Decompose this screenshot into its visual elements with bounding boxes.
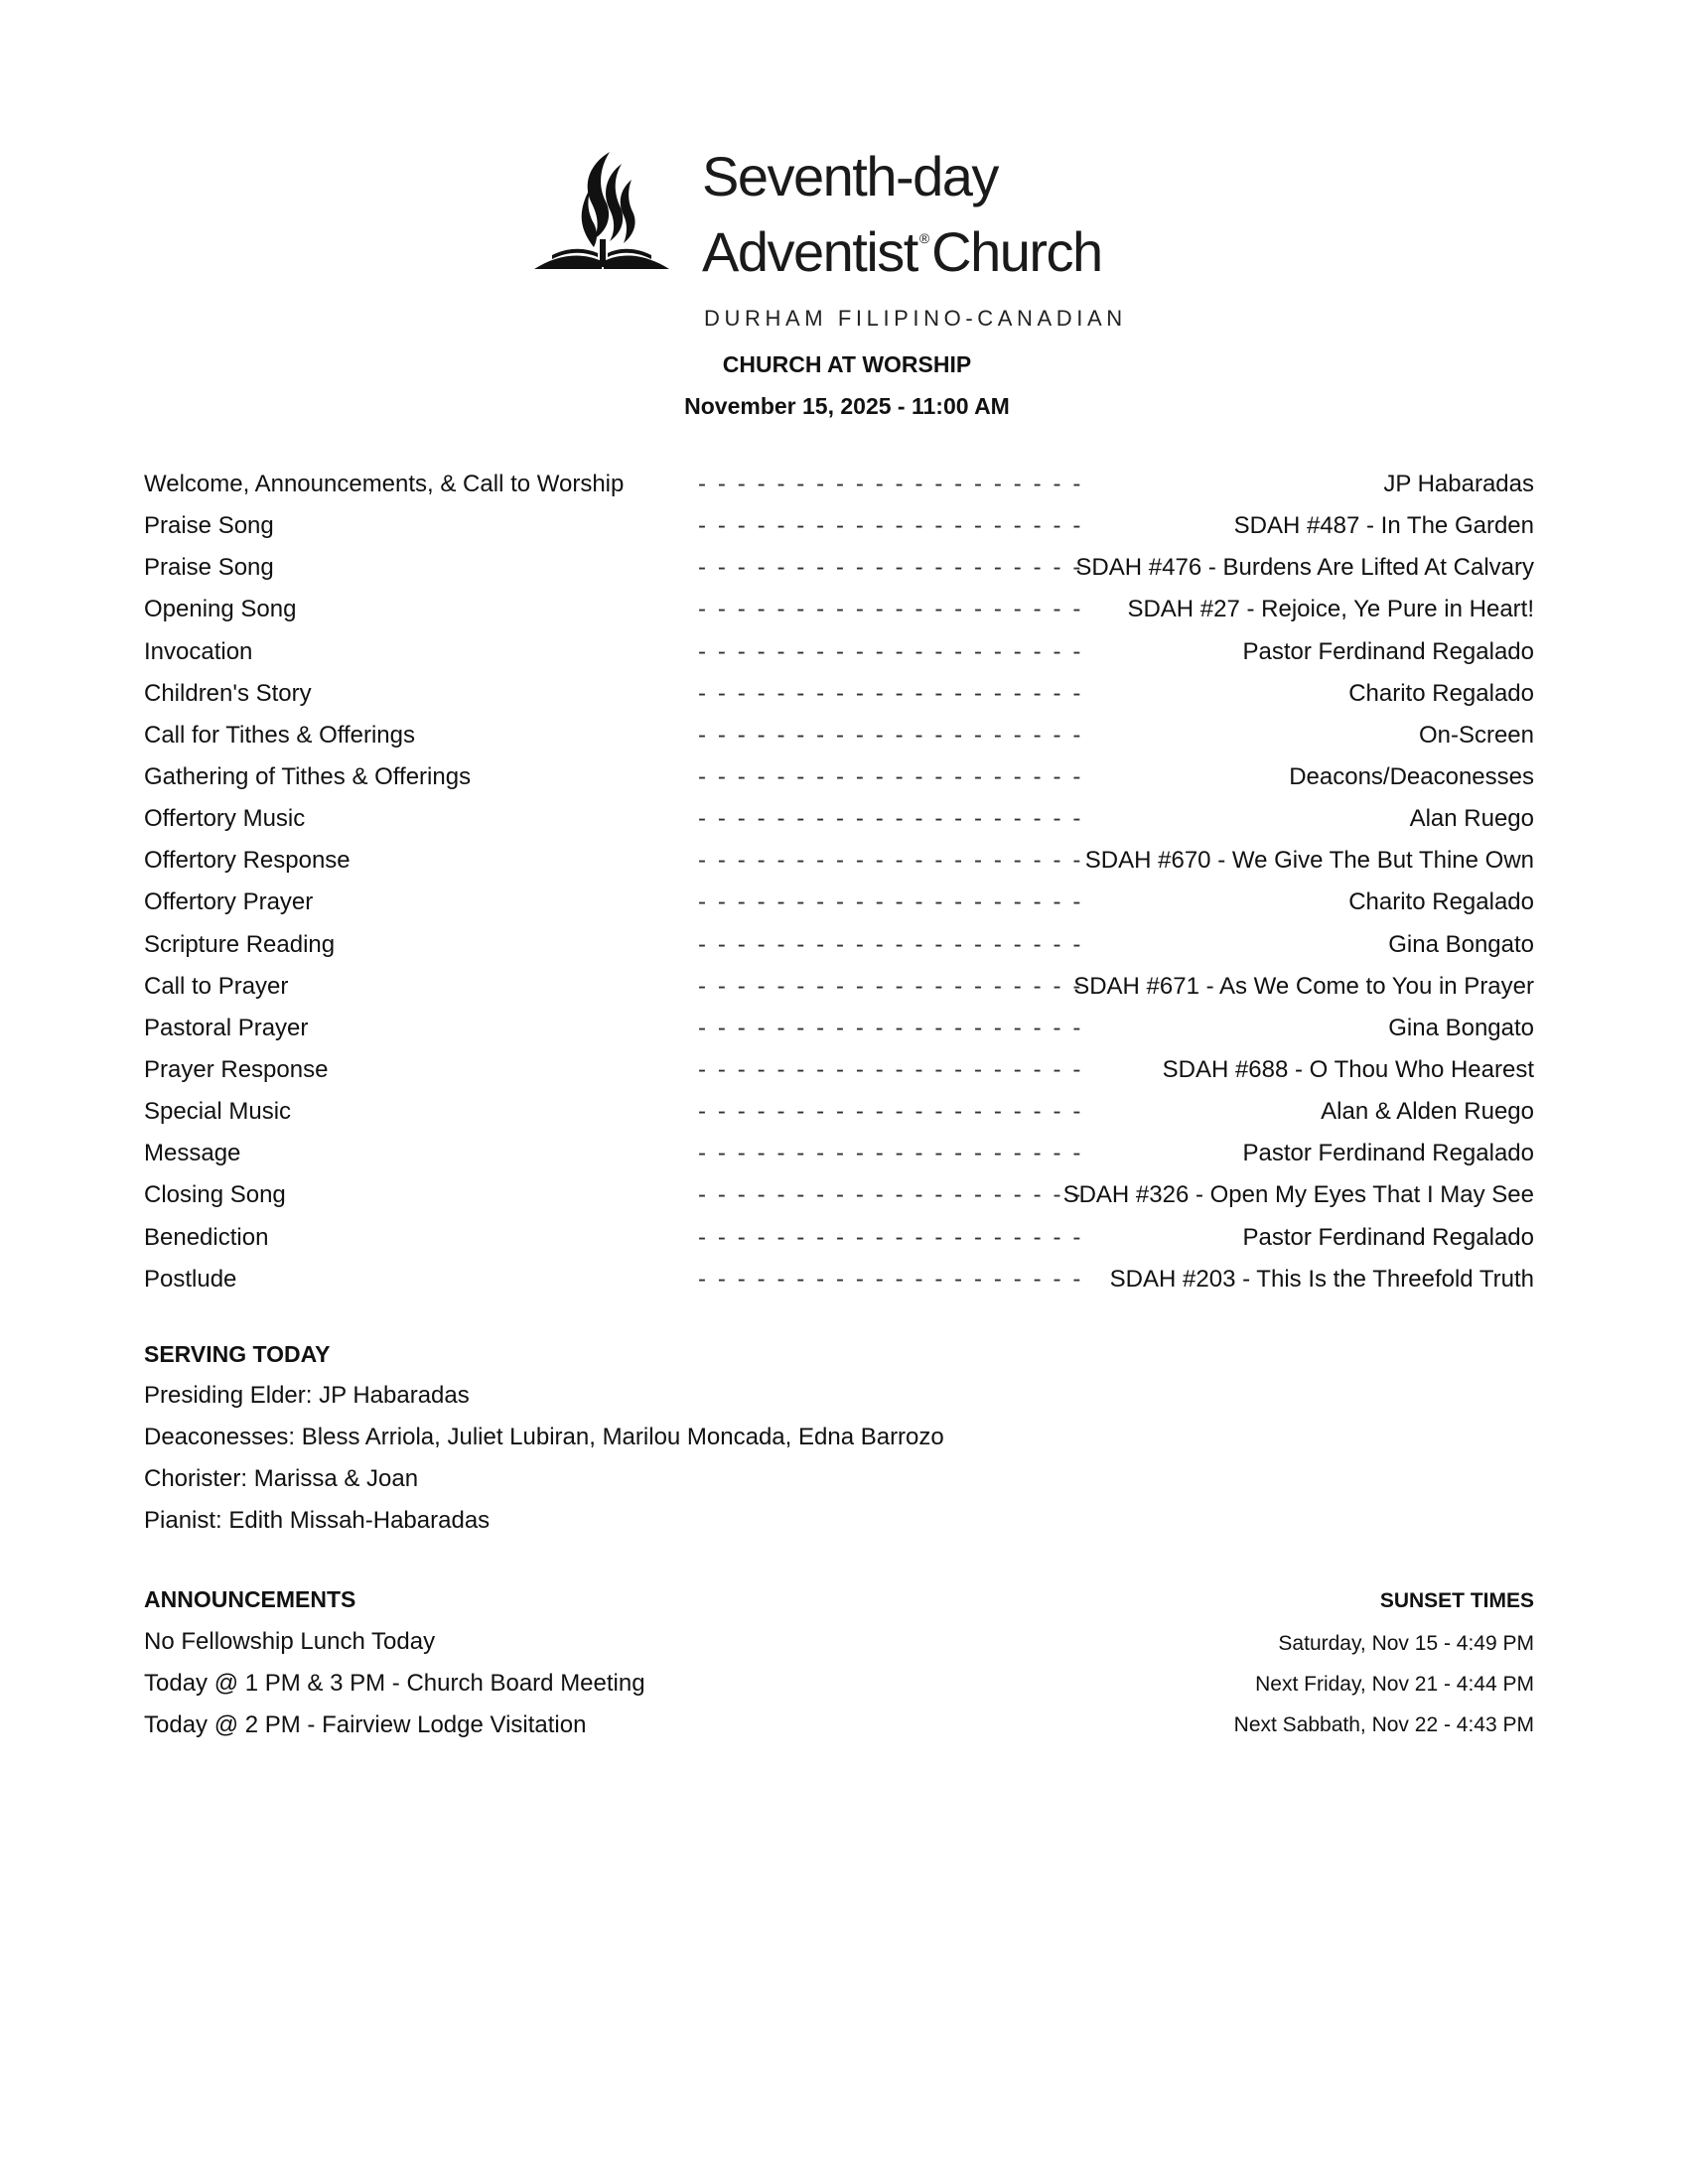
- church-logo: [532, 144, 1158, 283]
- program-participant: Charito Regalado: [1348, 679, 1534, 707]
- sunset-line: Next Sabbath, Nov 22 - 4:43 PM: [1233, 1713, 1534, 1736]
- program-item: Prayer Response: [144, 1055, 329, 1083]
- program-item: Call to Prayer: [144, 972, 289, 1000]
- program-row: [144, 1138, 1534, 1179]
- program-row: [144, 1264, 1534, 1305]
- program-participant: Pastor Ferdinand Regalado: [1242, 1140, 1534, 1167]
- program-leader-dashes: - - - - - - - - - - - - - - - - - - - -: [698, 1098, 1083, 1126]
- program-leader-dashes: - - - - - - - - - - - - - - - - - - - -: [698, 1014, 1083, 1041]
- program-leader-dashes: - - - - - - - - - - - - - - - - - - - -: [698, 1140, 1083, 1167]
- logo-church: Church: [931, 220, 1102, 283]
- program-participant: SDAH #688 - O Thou Who Hearest: [1162, 1055, 1534, 1083]
- program-leader-dashes: - - - - - - - - - - - - - - - - - - - -: [698, 596, 1083, 623]
- program-participant: Alan Ruego: [1409, 805, 1534, 833]
- program-row: [144, 678, 1534, 720]
- program-item: Praise Song: [144, 512, 274, 540]
- program-participant: SDAH #670 - We Give The But Thine Own: [1084, 847, 1534, 875]
- sunset-times-section: [1038, 1585, 1534, 1751]
- serving-today-title: SERVING TODAY: [144, 1341, 331, 1367]
- program-row: [144, 845, 1534, 887]
- program-row: [144, 803, 1534, 845]
- program-row: [144, 636, 1534, 678]
- program-row: [144, 1222, 1534, 1264]
- program-item: Scripture Reading: [144, 930, 336, 958]
- program-item: Postlude: [144, 1265, 237, 1293]
- serving-line: Deaconesses: Bless Arriola, Juliet Lubiran, Marilou Moncada, Edna Barrozo: [144, 1424, 944, 1450]
- logo-wordmark: [702, 146, 1102, 283]
- program-participant: Pastor Ferdinand Regalado: [1242, 1223, 1534, 1251]
- program-item: Children's Story: [144, 679, 312, 707]
- program-participant: SDAH #326 - Open My Eyes That I May See: [1062, 1181, 1534, 1209]
- announcement-line: No Fellowship Lunch Today: [144, 1628, 436, 1655]
- logo-line-2: [702, 207, 1102, 283]
- program-participant: SDAH #671 - As We Come to You in Prayer: [1073, 972, 1534, 1000]
- program-participant: Deacons/Deaconesses: [1289, 762, 1534, 790]
- program-leader-dashes: - - - - - - - - - - - - - - - - - - - -: [698, 1265, 1083, 1293]
- program-item: Offertory Music: [144, 805, 306, 833]
- program-leader-dashes: - - - - - - - - - - - - - - - - - - - -: [698, 721, 1083, 749]
- program-participant: SDAH #476 - Burdens Are Lifted At Calvary: [1075, 554, 1534, 582]
- page-title: CHURCH AT WORSHIP: [722, 351, 972, 377]
- program-leader-dashes: - - - - - - - - - - - - - - - - - - - -: [698, 930, 1083, 958]
- program-leader-dashes: - - - - - - - - - - - - - - - - - - - -: [698, 972, 1083, 1000]
- program-row: [144, 1096, 1534, 1138]
- registered-mark: ®: [918, 230, 930, 246]
- announcement-line: Today @ 2 PM - Fairview Lodge Visitation: [144, 1711, 587, 1738]
- program-participant: Pastor Ferdinand Regalado: [1242, 637, 1534, 665]
- program-row: [144, 594, 1534, 635]
- program-leader-dashes: - - - - - - - - - - - - - - - - - - - -: [698, 888, 1083, 916]
- program-row: [144, 1013, 1534, 1054]
- program-leader-dashes: - - - - - - - - - - - - - - - - - - - -: [698, 512, 1083, 540]
- order-of-service: [144, 469, 1534, 1305]
- program-participant: Charito Regalado: [1348, 888, 1534, 916]
- program-row: [144, 1179, 1534, 1221]
- program-row: [144, 720, 1534, 761]
- logo-adventist: Adventist: [702, 220, 917, 283]
- program-participant: SDAH #203 - This Is the Threefold Truth: [1109, 1265, 1534, 1293]
- program-leader-dashes: - - - - - - - - - - - - - - - - - - - -: [698, 847, 1083, 875]
- program-item: Call for Tithes & Offerings: [144, 721, 415, 749]
- program-row: [144, 761, 1534, 803]
- program-item: Message: [144, 1140, 241, 1167]
- announcement-line: Today @ 1 PM & 3 PM - Church Board Meeting: [144, 1670, 645, 1697]
- program-participant: Gina Bongato: [1388, 1014, 1534, 1041]
- program-row: [144, 971, 1534, 1013]
- flame-bible-icon: [532, 144, 671, 273]
- program-row: [144, 469, 1534, 510]
- program-item: Welcome, Announcements, & Call to Worship: [144, 471, 625, 497]
- program-participant: JP Habaradas: [1383, 471, 1534, 497]
- program-item: Opening Song: [144, 596, 297, 623]
- program-leader-dashes: - - - - - - - - - - - - - - - - - - - -: [698, 1223, 1083, 1251]
- program-item: Offertory Response: [144, 847, 351, 875]
- program-participant: Alan & Alden Ruego: [1321, 1098, 1534, 1126]
- church-subtitle: DURHAM FILIPINO-CANADIAN: [704, 306, 1127, 331]
- program-row: [144, 929, 1534, 971]
- program-item: Closing Song: [144, 1181, 286, 1209]
- serving-line: Presiding Elder: JP Habaradas: [144, 1382, 470, 1409]
- program-item: Gathering of Tithes & Offerings: [144, 762, 472, 790]
- program-row: [144, 1054, 1534, 1096]
- sunset-line: Saturday, Nov 15 - 4:49 PM: [1278, 1632, 1534, 1655]
- program-row: [144, 552, 1534, 594]
- program-leader-dashes: - - - - - - - - - - - - - - - - - - - -: [698, 637, 1083, 665]
- program-leader-dashes: - - - - - - - - - - - - - - - - - - - -: [698, 1181, 1083, 1209]
- serving-line: Chorister: Marissa & Joan: [144, 1465, 419, 1492]
- serving-line: Pianist: Edith Missah-Habaradas: [144, 1507, 491, 1534]
- program-item: Invocation: [144, 637, 253, 665]
- program-participant: Gina Bongato: [1388, 930, 1534, 958]
- program-leader-dashes: - - - - - - - - - - - - - - - - - - - -: [698, 805, 1083, 833]
- program-item: Offertory Prayer: [144, 888, 314, 916]
- program-leader-dashes: - - - - - - - - - - - - - - - - - - - -: [698, 679, 1083, 707]
- program-leader-dashes: - - - - - - - - - - - - - - - - - - - -: [698, 1055, 1083, 1083]
- program-leader-dashes: - - - - - - - - - - - - - - - - - - - -: [698, 471, 1083, 497]
- program-participant: SDAH #487 - In The Garden: [1233, 512, 1534, 540]
- sunset-times-title: SUNSET TIMES: [1379, 1589, 1534, 1612]
- service-date-time: November 15, 2025 - 11:00 AM: [684, 393, 1010, 419]
- program-participant: On-Screen: [1418, 721, 1534, 749]
- program-leader-dashes: - - - - - - - - - - - - - - - - - - - -: [698, 554, 1083, 582]
- program-item: Special Music: [144, 1098, 292, 1126]
- program-leader-dashes: - - - - - - - - - - - - - - - - - - - -: [698, 762, 1083, 790]
- program-item: Praise Song: [144, 554, 274, 582]
- announcements-title: ANNOUNCEMENTS: [144, 1586, 356, 1612]
- program-participant: SDAH #27 - Rejoice, Ye Pure in Heart!: [1127, 596, 1534, 623]
- serving-today-section: [144, 1338, 1137, 1547]
- program-item: Pastoral Prayer: [144, 1014, 309, 1041]
- program-item: Benediction: [144, 1223, 269, 1251]
- program-row: [144, 887, 1534, 928]
- sunset-line: Next Friday, Nov 21 - 4:44 PM: [1255, 1673, 1534, 1696]
- logo-line-1: Seventh-day: [702, 145, 998, 207]
- announcements-section: [144, 1583, 938, 1751]
- program-row: [144, 510, 1534, 552]
